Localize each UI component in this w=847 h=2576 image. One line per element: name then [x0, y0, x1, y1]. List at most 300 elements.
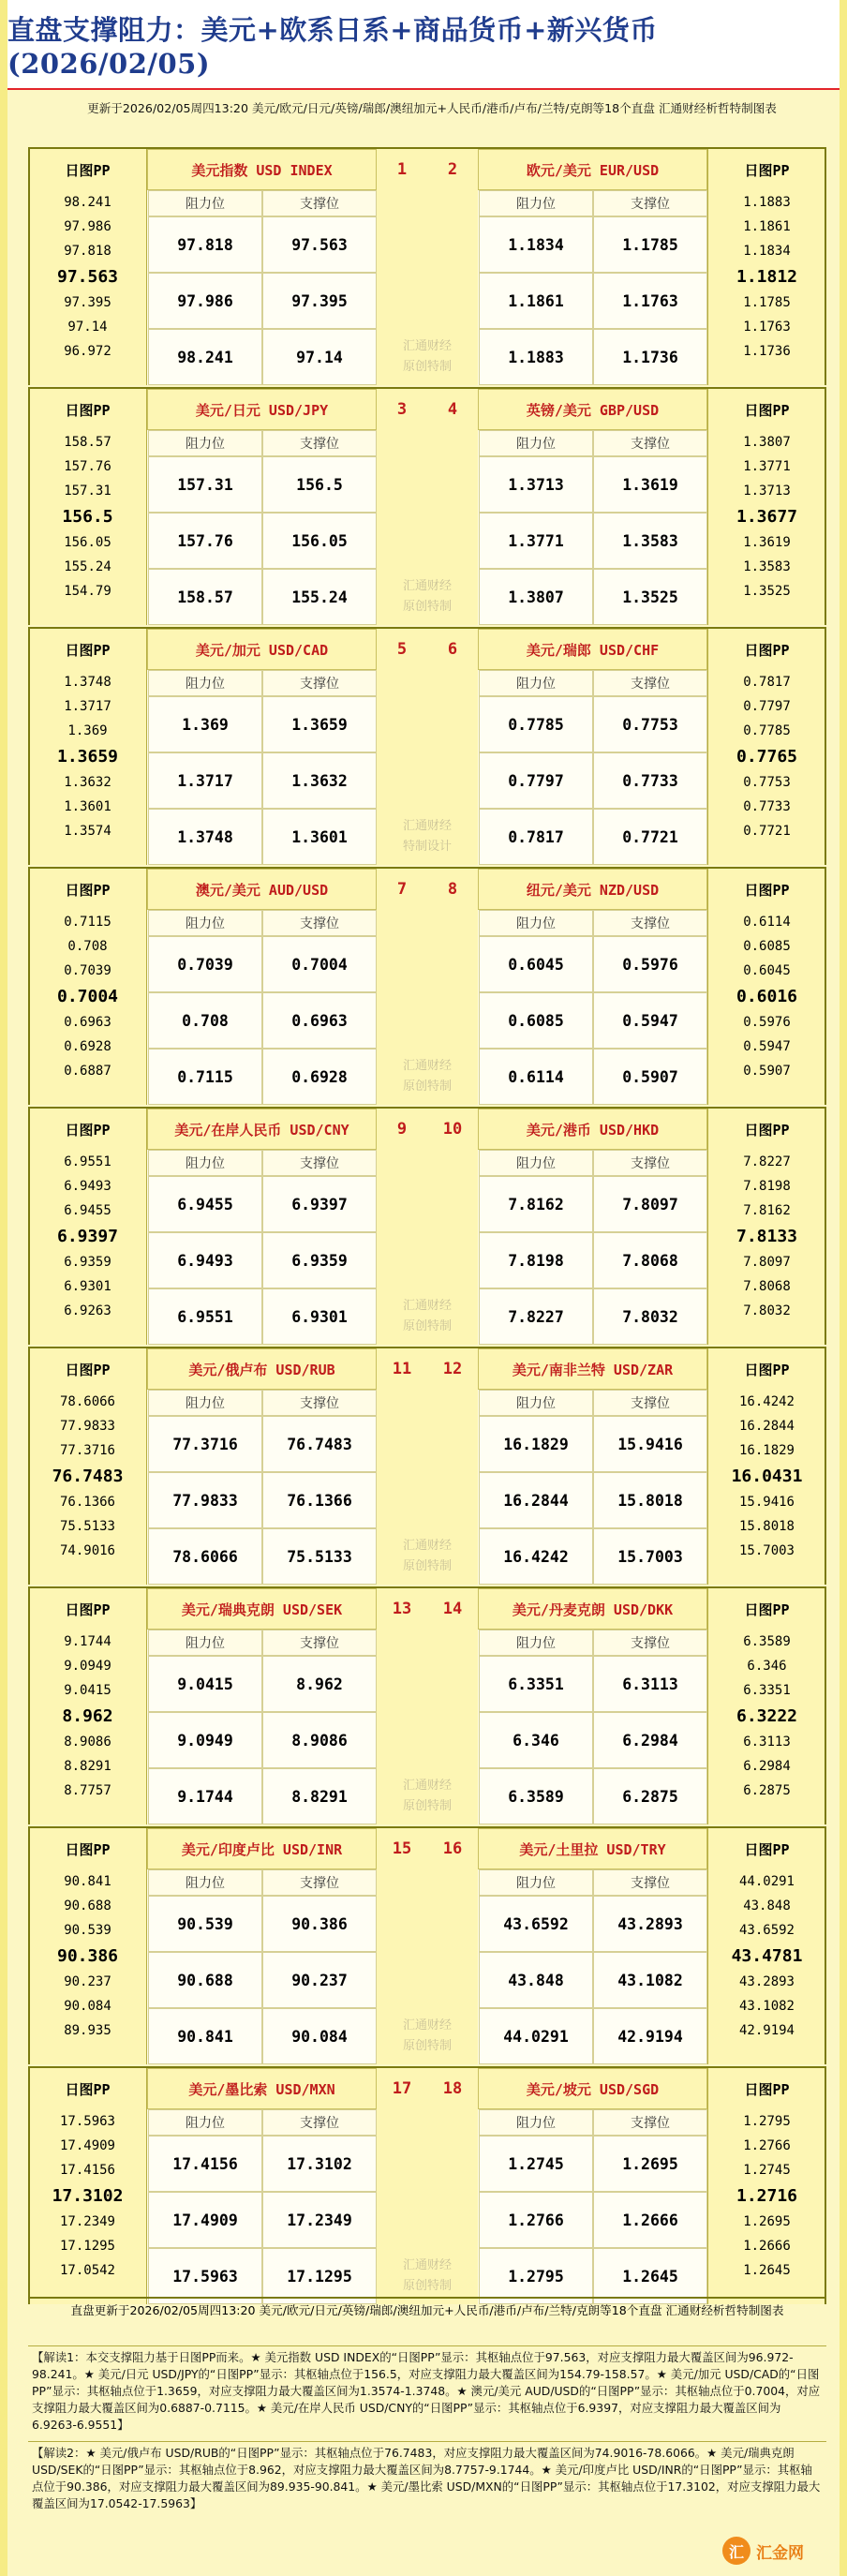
resistance-value: 1.2795	[479, 2248, 593, 2304]
support-value: 0.5947	[593, 992, 707, 1049]
resistance-value: 97.818	[148, 216, 262, 273]
support-header: 支撑位	[262, 1390, 377, 1416]
resistance-value: 0.7797	[479, 752, 593, 809]
pp-level-value: 6.9263	[64, 1303, 111, 1318]
pp-level-value: 8.7757	[64, 1783, 111, 1798]
support-header: 支撑位	[593, 190, 707, 216]
support-value: 97.14	[262, 329, 377, 385]
pair-name: 美元/在岸人民币 USD/CNY	[147, 1109, 377, 1150]
pivot-value: 1.2716	[736, 2185, 798, 2206]
pp-level-value: 1.3583	[743, 559, 791, 574]
pair-name: 欧元/美元 EUR/USD	[478, 149, 707, 190]
pair-name: 英镑/美元 GBP/USD	[478, 389, 707, 430]
resistance-value: 0.7115	[148, 1049, 262, 1105]
pp-level-value: 7.8097	[743, 1255, 791, 1270]
pp-level-value: 90.539	[64, 1923, 111, 1938]
resistance-value: 78.6066	[148, 1528, 262, 1585]
page-title: 直盘支撑阻力：美元+欧系日系+商品货币+新兴货币(2026/02/05)	[7, 0, 840, 90]
resistance-value: 16.2844	[479, 1472, 593, 1528]
resistance-value: 0.7817	[479, 809, 593, 865]
pivot-value: 0.7765	[736, 746, 798, 767]
resistance-value: 6.9455	[148, 1176, 262, 1232]
pp-level-value: 1.3748	[64, 675, 111, 690]
support-header: 支撑位	[262, 1630, 377, 1656]
pp-level-value: 97.818	[64, 244, 111, 259]
support-value: 7.8032	[593, 1288, 707, 1345]
resistance-value: 1.2766	[479, 2192, 593, 2248]
notes-interpretation-1: 【解读1：本交支撑阻力基于日图PP而来。★ 美元指数 USD INDEX的“日图PP”显示：其枢轴点位于97.563，对应支撑阻力最大覆盖区间为96.972-98.241。★ 美元/日元 USD/JPY的“日图PP”显示：其枢轴点位于156.5，对应支撑阻力最大覆盖区间为154.79-158.57。★ 美元/加元 USD/CAD的“日图PP”显示：其枢轴点位于1.3659，对应支撑阻力最大覆盖区间为1.3574-1.3748。★ 澳元/美元 AUD/USD的“日图PP”显示：其枢轴点位于0.7004，对应支撑阻力最大覆盖区间为0.6887-0.7115。★ 美元/在岸人民币 USD/CNY的“日图PP”显示：其枢轴点位于6.9397，对应支撑阻力最大覆盖区间为6.9263-6.9551】	[28, 2345, 826, 2439]
pp-level-value: 6.9493	[64, 1179, 111, 1194]
pp-label: 日图PP	[65, 641, 111, 659]
pp-label: 日图PP	[744, 881, 790, 899]
pp-level-value: 0.7733	[743, 799, 791, 814]
page-subtitle: 更新于2026/02/05周四13:20 美元/欧元/日元/英镑/瑞郎/澳纽加元+人民币/港币/卢布/兰特/克朗等18个直盘 汇通财经析哲特制图表	[87, 101, 777, 115]
pp-level-value: 0.6045	[743, 963, 791, 978]
pp-label: 日图PP	[744, 1840, 790, 1858]
pp-level-value: 15.8018	[738, 1519, 795, 1534]
pivot-block	[28, 147, 826, 385]
pp-level-value: 76.1366	[59, 1495, 115, 1510]
support-header: 支撑位	[593, 1390, 707, 1416]
pp-level-value: 6.9455	[64, 1203, 111, 1218]
resistance-value: 157.76	[148, 513, 262, 569]
resistance-value: 0.7039	[148, 936, 262, 992]
pp-level-value: 1.1834	[743, 244, 791, 259]
resistance-header: 阻力位	[479, 430, 593, 456]
pp-label: 日图PP	[744, 1361, 790, 1378]
resistance-header: 阻力位	[479, 1390, 593, 1416]
pair-number: 7	[396, 880, 408, 899]
resistance-value: 98.241	[148, 329, 262, 385]
pp-label: 日图PP	[744, 161, 790, 179]
pp-level-value: 43.2893	[738, 1974, 795, 1989]
pivot-block	[28, 1347, 826, 1585]
pp-level-value: 0.5907	[743, 1064, 791, 1079]
resistance-header: 阻力位	[148, 1869, 262, 1896]
pp-level-value: 1.1736	[743, 344, 791, 359]
pp-level-value: 6.9359	[64, 1255, 111, 1270]
resistance-value: 1.2745	[479, 2136, 593, 2192]
support-value: 17.2349	[262, 2192, 377, 2248]
resistance-header: 阻力位	[148, 190, 262, 216]
pair-name: 澳元/美元 AUD/USD	[147, 869, 377, 910]
pp-label: 日图PP	[65, 1121, 111, 1139]
resistance-value: 1.369	[148, 696, 262, 752]
pp-level-value: 0.7039	[64, 963, 111, 978]
resistance-value: 0.6045	[479, 936, 593, 992]
pp-label: 日图PP	[65, 401, 111, 419]
resistance-header: 阻力位	[148, 1630, 262, 1656]
resistance-header: 阻力位	[479, 1150, 593, 1176]
pp-level-value: 97.14	[67, 320, 108, 335]
resistance-header: 阻力位	[148, 1150, 262, 1176]
support-value: 15.8018	[593, 1472, 707, 1528]
pp-level-value: 1.2745	[743, 2163, 791, 2178]
pp-level-value: 43.848	[743, 1898, 791, 1913]
pp-level-value: 0.6085	[743, 939, 791, 954]
pair-name: 美元/加元 USD/CAD	[147, 629, 377, 670]
pair-name: 美元/瑞典克朗 USD/SEK	[147, 1588, 377, 1630]
pp-level-value: 1.3632	[64, 775, 111, 790]
support-value: 76.1366	[262, 1472, 377, 1528]
pivot-value: 6.3222	[736, 1705, 798, 1726]
watermark: 汇通财经 原创特制	[402, 1059, 452, 1094]
pair-name: 美元/日元 USD/JPY	[147, 389, 377, 430]
support-value: 6.3113	[593, 1656, 707, 1712]
pp-level-value: 8.8291	[64, 1759, 111, 1774]
support-value: 6.9301	[262, 1288, 377, 1345]
pp-level-value: 43.6592	[738, 1923, 795, 1938]
resistance-value: 7.8198	[479, 1232, 593, 1288]
support-header: 支撑位	[262, 670, 377, 696]
resistance-value: 97.986	[148, 273, 262, 329]
support-value: 1.3601	[262, 809, 377, 865]
resistance-header: 阻力位	[479, 1869, 593, 1896]
support-value: 1.3583	[593, 513, 707, 569]
pp-level-value: 1.3525	[743, 584, 791, 599]
support-value: 6.2875	[593, 1768, 707, 1824]
support-value: 15.7003	[593, 1528, 707, 1585]
resistance-value: 7.8162	[479, 1176, 593, 1232]
support-value: 0.7753	[593, 696, 707, 752]
resistance-value: 6.3589	[479, 1768, 593, 1824]
pp-level-value: 1.2695	[743, 2214, 791, 2229]
pp-level-value: 90.688	[64, 1898, 111, 1913]
resistance-value: 90.539	[148, 1896, 262, 1952]
pp-level-value: 0.7785	[743, 723, 791, 738]
pp-level-value: 0.6114	[743, 915, 791, 930]
pp-label: 日图PP	[65, 2080, 111, 2098]
resistance-value: 9.0415	[148, 1656, 262, 1712]
pair-number: 8	[447, 880, 458, 899]
support-value: 6.2984	[593, 1712, 707, 1768]
resistance-value: 0.708	[148, 992, 262, 1049]
support-value: 1.3659	[262, 696, 377, 752]
pair-number: 14	[442, 1600, 463, 1618]
resistance-value: 16.1829	[479, 1416, 593, 1472]
pp-level-value: 1.2666	[743, 2239, 791, 2254]
support-value: 0.7721	[593, 809, 707, 865]
pp-level-value: 6.3589	[743, 1634, 791, 1649]
pair-name: 美元/丹麦克朗 USD/DKK	[478, 1588, 707, 1630]
resistance-value: 1.3717	[148, 752, 262, 809]
pivot-value: 1.3677	[736, 506, 798, 527]
pp-level-value: 90.084	[64, 1999, 111, 2014]
resistance-value: 6.9551	[148, 1288, 262, 1345]
pp-level-value: 0.6887	[64, 1064, 111, 1079]
resistance-value: 77.3716	[148, 1416, 262, 1472]
pp-level-value: 0.6963	[64, 1015, 111, 1030]
pp-level-value: 1.2795	[743, 2114, 791, 2129]
support-value: 1.3632	[262, 752, 377, 809]
resistance-header: 阻力位	[148, 910, 262, 936]
pp-level-value: 1.3807	[743, 435, 791, 450]
pp-level-value: 17.1295	[59, 2239, 115, 2254]
pp-label: 日图PP	[744, 2080, 790, 2098]
pp-level-value: 89.935	[64, 2023, 111, 2038]
resistance-header: 阻力位	[479, 190, 593, 216]
pp-level-value: 6.3351	[743, 1683, 791, 1698]
pp-level-value: 0.7797	[743, 699, 791, 714]
pivot-value: 43.4781	[731, 1945, 803, 1966]
support-value: 8.962	[262, 1656, 377, 1712]
pp-label: 日图PP	[744, 1121, 790, 1139]
pair-name: 美元指数 USD INDEX	[147, 149, 377, 190]
pp-level-value: 96.972	[64, 344, 111, 359]
resistance-value: 90.688	[148, 1952, 262, 2008]
pivot-value: 16.0431	[731, 1466, 803, 1486]
support-value: 7.8097	[593, 1176, 707, 1232]
resistance-header: 阻力位	[148, 430, 262, 456]
support-value: 17.1295	[262, 2248, 377, 2304]
resistance-value: 44.0291	[479, 2008, 593, 2064]
resistance-value: 9.0949	[148, 1712, 262, 1768]
pp-level-value: 75.5133	[59, 1519, 115, 1534]
support-header: 支撑位	[593, 910, 707, 936]
resistance-value: 17.5963	[148, 2248, 262, 2304]
pp-level-value: 1.2645	[743, 2263, 791, 2278]
pair-name: 美元/瑞郎 USD/CHF	[478, 629, 707, 670]
support-value: 6.9397	[262, 1176, 377, 1232]
pivot-value: 90.386	[56, 1945, 119, 1966]
resistance-value: 6.9493	[148, 1232, 262, 1288]
watermark: 汇通财经 原创特制	[402, 1539, 452, 1573]
pair-number: 4	[447, 400, 458, 419]
pp-level-value: 9.0415	[64, 1683, 111, 1698]
pp-level-value: 6.9301	[64, 1279, 111, 1294]
support-value: 1.2645	[593, 2248, 707, 2304]
resistance-header: 阻力位	[479, 2109, 593, 2136]
pivot-block	[28, 1826, 826, 2064]
support-header: 支撑位	[262, 430, 377, 456]
pair-number: 17	[392, 2079, 412, 2098]
watermark: 汇通财经 原创特制	[402, 339, 452, 374]
support-value: 90.386	[262, 1896, 377, 1952]
resistance-value: 43.848	[479, 1952, 593, 2008]
pp-label: 日图PP	[744, 641, 790, 659]
watermark: 汇通财经 原创特制	[402, 579, 452, 614]
support-value: 76.7483	[262, 1416, 377, 1472]
pp-label: 日图PP	[65, 1361, 111, 1378]
support-value: 97.395	[262, 273, 377, 329]
pair-number: 5	[396, 640, 408, 659]
pp-level-value: 7.8032	[743, 1303, 791, 1318]
pp-level-value: 98.241	[64, 195, 111, 210]
pair-number: 18	[442, 2079, 463, 2098]
pp-level-value: 0.5976	[743, 1015, 791, 1030]
notes-interpretation-2: 【解读2：★ 美元/俄卢布 USD/RUB的“日图PP”显示：其枢轴点位于76.7483，对应支撑阻力最大覆盖区间为74.9016-78.6066。★ 美元/瑞典克朗 USD/SEK的“日图PP”显示：其枢轴点位于8.962，对应支撑阻力最大覆盖区间为8.7757-9.1744。★ 美元/印度卢比 USD/INR的“日图PP”显示：其枢轴点位于90.386，对应支撑阻力最大覆盖区间为89.935-90.841。★ 美元/墨比索 USD/MXN的“日图PP”显示：其枢轴点位于17.3102，对应支撑阻力最大覆盖区间为17.0542-17.5963】	[28, 2441, 826, 2535]
pp-level-value: 1.3713	[743, 484, 791, 499]
support-value: 155.24	[262, 569, 377, 625]
pp-level-value: 0.708	[67, 939, 108, 954]
resistance-value: 1.3713	[479, 456, 593, 513]
pair-name: 纽元/美元 NZD/USD	[478, 869, 707, 910]
support-value: 90.237	[262, 1952, 377, 2008]
pivot-value: 156.5	[62, 506, 113, 527]
support-value: 0.6963	[262, 992, 377, 1049]
resistance-value: 1.1883	[479, 329, 593, 385]
pp-level-value: 90.841	[64, 1874, 111, 1889]
watermark: 汇通财经 特制设计	[402, 819, 452, 854]
pp-level-value: 97.986	[64, 219, 111, 234]
pp-level-value: 15.7003	[738, 1543, 795, 1558]
pp-level-value: 90.237	[64, 1974, 111, 1989]
support-header: 支撑位	[593, 430, 707, 456]
pp-level-value: 6.346	[747, 1659, 787, 1674]
support-header: 支撑位	[593, 2109, 707, 2136]
support-header: 支撑位	[262, 2109, 377, 2136]
pivot-value: 17.3102	[52, 2185, 124, 2206]
support-value: 1.1736	[593, 329, 707, 385]
support-value: 97.563	[262, 216, 377, 273]
pp-label: 日图PP	[744, 401, 790, 419]
resistance-value: 17.4156	[148, 2136, 262, 2192]
pair-number: 13	[392, 1600, 412, 1618]
pair-number: 1	[396, 160, 408, 179]
pp-level-value: 1.3601	[64, 799, 111, 814]
pivot-value: 1.1812	[736, 266, 798, 287]
pp-level-value: 43.1082	[738, 1999, 795, 2014]
pp-level-value: 7.8068	[743, 1279, 791, 1294]
pair-name: 美元/土里拉 USD/TRY	[478, 1828, 707, 1869]
pair-name: 美元/墨比索 USD/MXN	[147, 2068, 377, 2109]
pivot-block	[28, 387, 826, 625]
pivot-block	[28, 1107, 826, 1345]
pair-number: 16	[442, 1839, 463, 1858]
resistance-value: 6.346	[479, 1712, 593, 1768]
pair-number: 10	[442, 1120, 463, 1139]
pivot-block	[28, 627, 826, 865]
pp-level-value: 16.2844	[738, 1419, 795, 1434]
support-value: 1.3525	[593, 569, 707, 625]
pair-number: 9	[396, 1120, 408, 1139]
resistance-header: 阻力位	[479, 910, 593, 936]
support-header: 支撑位	[593, 1869, 707, 1896]
pair-name: 美元/俄卢布 USD/RUB	[147, 1348, 377, 1390]
pair-number: 12	[442, 1360, 463, 1378]
footer-update-line: 直盘更新于2026/02/05周四13:20 美元/欧元/日元/英镑/瑞郎/澳纽加元+人民币/港币/卢布/兰特/克朗等18个直盘 汇通财经析哲特制图表	[28, 2297, 826, 2342]
pivot-value: 97.563	[56, 266, 119, 287]
pp-level-value: 7.8227	[743, 1154, 791, 1169]
site-logo[interactable]	[722, 2532, 835, 2569]
support-value: 156.5	[262, 456, 377, 513]
pp-level-value: 1.1861	[743, 219, 791, 234]
pp-level-value: 0.7817	[743, 675, 791, 690]
resistance-value: 77.9833	[148, 1472, 262, 1528]
support-value: 75.5133	[262, 1528, 377, 1585]
support-value: 7.8068	[593, 1232, 707, 1288]
pp-level-value: 0.7753	[743, 775, 791, 790]
pair-number: 11	[392, 1360, 412, 1378]
pp-level-value: 1.3771	[743, 459, 791, 474]
resistance-value: 1.3748	[148, 809, 262, 865]
support-header: 支撑位	[593, 1630, 707, 1656]
resistance-header: 阻力位	[479, 1630, 593, 1656]
pp-level-value: 6.2875	[743, 1783, 791, 1798]
pair-name: 美元/坡元 USD/SGD	[478, 2068, 707, 2109]
pivot-value: 8.962	[62, 1705, 113, 1726]
watermark: 汇通财经 原创特制	[402, 1779, 452, 1813]
pair-number: 2	[447, 160, 458, 179]
resistance-value: 1.3771	[479, 513, 593, 569]
support-value: 43.2893	[593, 1896, 707, 1952]
page-canvas	[7, 0, 840, 2576]
pp-level-value: 16.1829	[738, 1443, 795, 1458]
support-value: 90.084	[262, 2008, 377, 2064]
pp-level-value: 155.24	[64, 559, 111, 574]
pp-level-value: 9.0949	[64, 1659, 111, 1674]
support-value: 17.3102	[262, 2136, 377, 2192]
pp-level-value: 42.9194	[738, 2023, 795, 2038]
support-value: 15.9416	[593, 1416, 707, 1472]
pivot-value: 1.3659	[56, 746, 119, 767]
pair-number: 6	[447, 640, 458, 659]
resistance-value: 6.3351	[479, 1656, 593, 1712]
support-value: 156.05	[262, 513, 377, 569]
pp-level-value: 17.4156	[59, 2163, 115, 2178]
resistance-value: 1.1861	[479, 273, 593, 329]
resistance-header: 阻力位	[148, 1390, 262, 1416]
pp-label: 日图PP	[65, 1840, 111, 1858]
pp-level-value: 0.5947	[743, 1039, 791, 1054]
pp-level-value: 97.395	[64, 295, 111, 310]
pp-level-value: 1.369	[67, 723, 108, 738]
pp-level-value: 157.76	[64, 459, 111, 474]
pp-level-value: 0.6928	[64, 1039, 111, 1054]
resistance-value: 43.6592	[479, 1896, 593, 1952]
support-value: 0.7004	[262, 936, 377, 992]
resistance-value: 0.7785	[479, 696, 593, 752]
pair-number: 3	[396, 400, 408, 419]
pp-level-value: 6.2984	[743, 1759, 791, 1774]
support-value: 6.9359	[262, 1232, 377, 1288]
pp-level-value: 8.9086	[64, 1735, 111, 1750]
pp-level-value: 78.6066	[59, 1394, 115, 1409]
watermark: 汇通财经 原创特制	[402, 1299, 452, 1333]
pp-level-value: 1.1763	[743, 320, 791, 335]
support-value: 1.2666	[593, 2192, 707, 2248]
pivot-block	[28, 1586, 826, 1824]
pp-label: 日图PP	[65, 881, 111, 899]
support-value: 8.9086	[262, 1712, 377, 1768]
pp-label: 日图PP	[65, 161, 111, 179]
pp-level-value: 77.3716	[59, 1443, 115, 1458]
resistance-value: 1.3807	[479, 569, 593, 625]
pivot-block	[28, 2066, 826, 2304]
resistance-value: 7.8227	[479, 1288, 593, 1345]
pp-level-value: 0.7115	[64, 915, 111, 930]
watermark: 汇通财经 原创特制	[402, 2258, 452, 2293]
support-value: 0.7733	[593, 752, 707, 809]
resistance-value: 157.31	[148, 456, 262, 513]
support-value: 1.1785	[593, 216, 707, 273]
pp-level-value: 1.1883	[743, 195, 791, 210]
resistance-value: 90.841	[148, 2008, 262, 2064]
pair-name: 美元/印度卢比 USD/INR	[147, 1828, 377, 1869]
pp-level-value: 7.8162	[743, 1203, 791, 1218]
pp-level-value: 1.2766	[743, 2138, 791, 2153]
pp-level-value: 1.1785	[743, 295, 791, 310]
resistance-value: 158.57	[148, 569, 262, 625]
pp-level-value: 6.3113	[743, 1735, 791, 1750]
support-value: 0.5907	[593, 1049, 707, 1105]
pair-number: 15	[392, 1839, 412, 1858]
support-value: 0.5976	[593, 936, 707, 992]
pivot-value: 0.6016	[736, 986, 798, 1006]
pp-level-value: 74.9016	[59, 1543, 115, 1558]
support-header: 支撑位	[262, 1150, 377, 1176]
support-header: 支撑位	[593, 1150, 707, 1176]
